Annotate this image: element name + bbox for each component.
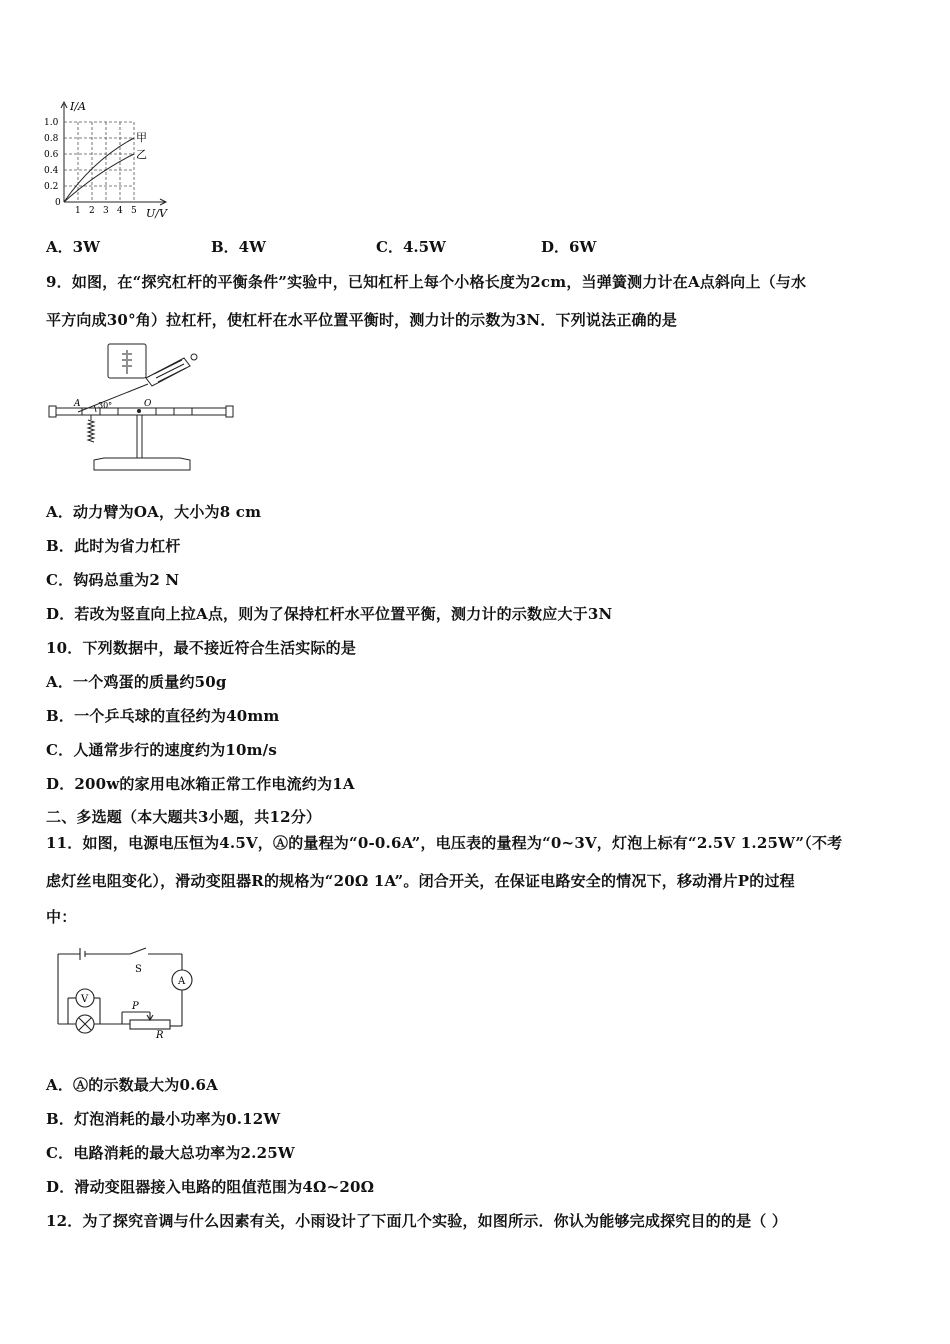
q8-option-c[interactable]: C．4.5W — [376, 238, 446, 256]
lever-point-a: A — [74, 399, 81, 409]
y-axis-label: I/A — [70, 100, 86, 113]
voltmeter-label: V — [81, 994, 89, 1005]
q12-stem: 12．为了探究音调与什么因素有关，小雨设计了下面几个实验，如图所示．你认为能够完成探究目的的是（ ） — [46, 1212, 788, 1230]
q10-option-b[interactable]: B．一个乒乓球的直径约为40mm — [46, 707, 280, 725]
q10-option-a[interactable]: A．一个鸡蛋的质量约50g — [46, 673, 227, 691]
q9-option-c[interactable]: C．钩码总重为2 N — [46, 571, 180, 589]
x-tick: 5 — [131, 206, 137, 216]
circuit-figure — [50, 944, 200, 1038]
q11-option-d[interactable]: D．滑动变阻器接入电路的阻值范围为4Ω~20Ω — [46, 1178, 375, 1196]
y-tick: 0.4 — [44, 166, 59, 176]
slider-label: P — [132, 1001, 139, 1012]
iu-graph-figure — [42, 98, 182, 224]
q8-options — [46, 236, 746, 256]
x-tick: 3 — [103, 206, 109, 216]
rheostat-label: R — [156, 1030, 164, 1038]
q9-option-a[interactable]: A．动力臂为OA，大小为8 cm — [46, 503, 262, 521]
q11-stem-line3: 中： — [46, 908, 77, 926]
lever-figure — [44, 340, 240, 480]
q11-option-a[interactable]: A．Ⓐ的示数最大为0.6A — [46, 1076, 218, 1094]
origin-tick: 0 — [55, 198, 61, 208]
lever-angle-label: 30° — [98, 401, 113, 410]
lever-point-o: O — [144, 399, 152, 409]
q9-stem-line2: 平方向成30°角）拉杠杆，使杠杆在水平位置平衡时，测力计的示数为3N．下列说法正确的是 — [46, 311, 678, 329]
x-axis-label: U/V — [146, 207, 167, 220]
q9-option-d[interactable]: D．若改为竖直向上拉A点，则为了保持杠杆水平位置平衡，测力计的示数应大于3N — [46, 605, 613, 623]
q11-option-c[interactable]: C．电路消耗的最大总功率为2.25W — [46, 1144, 295, 1162]
q9-option-b[interactable]: B．此时为省力杠杆 — [46, 537, 181, 555]
q10-option-d[interactable]: D．200w的家用电冰箱正常工作电流约为1A — [46, 775, 355, 793]
curve-label-jia: 甲 — [136, 131, 147, 144]
y-tick: 0.2 — [44, 182, 59, 192]
curve-yi — [64, 154, 134, 202]
section-title: 二、多选题（本大题共3小题，共12分） — [46, 808, 322, 826]
q8-option-d[interactable]: D．6W — [541, 238, 597, 256]
q8-option-a[interactable]: A．3W — [46, 238, 100, 256]
switch-label: S — [135, 964, 142, 975]
q8-option-b[interactable]: B．4W — [211, 238, 266, 256]
q10-stem: 10．下列数据中，最不接近符合生活实际的是 — [46, 639, 357, 657]
ammeter-label: A — [178, 976, 186, 987]
x-tick: 2 — [89, 206, 95, 216]
x-tick: 1 — [75, 206, 81, 216]
y-tick: 1.0 — [44, 118, 59, 128]
q11-option-b[interactable]: B．灯泡消耗的最小功率为0.12W — [46, 1110, 281, 1128]
q10-option-c[interactable]: C．人通常步行的速度约为10m/s — [46, 741, 278, 759]
q11-stem-line2: 虑灯丝电阻变化），滑动变阻器R的规格为“20Ω 1A”。闭合开关，在保证电路安全的情况下，移动滑片P的过程 — [46, 872, 795, 890]
x-tick: 4 — [117, 206, 123, 216]
q9-stem-line1: 9．如图，在“探究杠杆的平衡条件”实验中，已知杠杆上每个小格长度为2cm，当弹簧测力计在A点斜向上（与水 — [46, 273, 807, 291]
q11-stem-line1: 11．如图，电源电压恒为4.5V，Ⓐ的量程为“0-0.6A”，电压表的量程为“0~3V，灯泡上标有“2.5V 1.25W”（不考 — [46, 834, 843, 852]
curve-label-yi: 乙 — [136, 148, 147, 161]
y-tick: 0.6 — [44, 150, 59, 160]
y-tick: 0.8 — [44, 134, 59, 144]
